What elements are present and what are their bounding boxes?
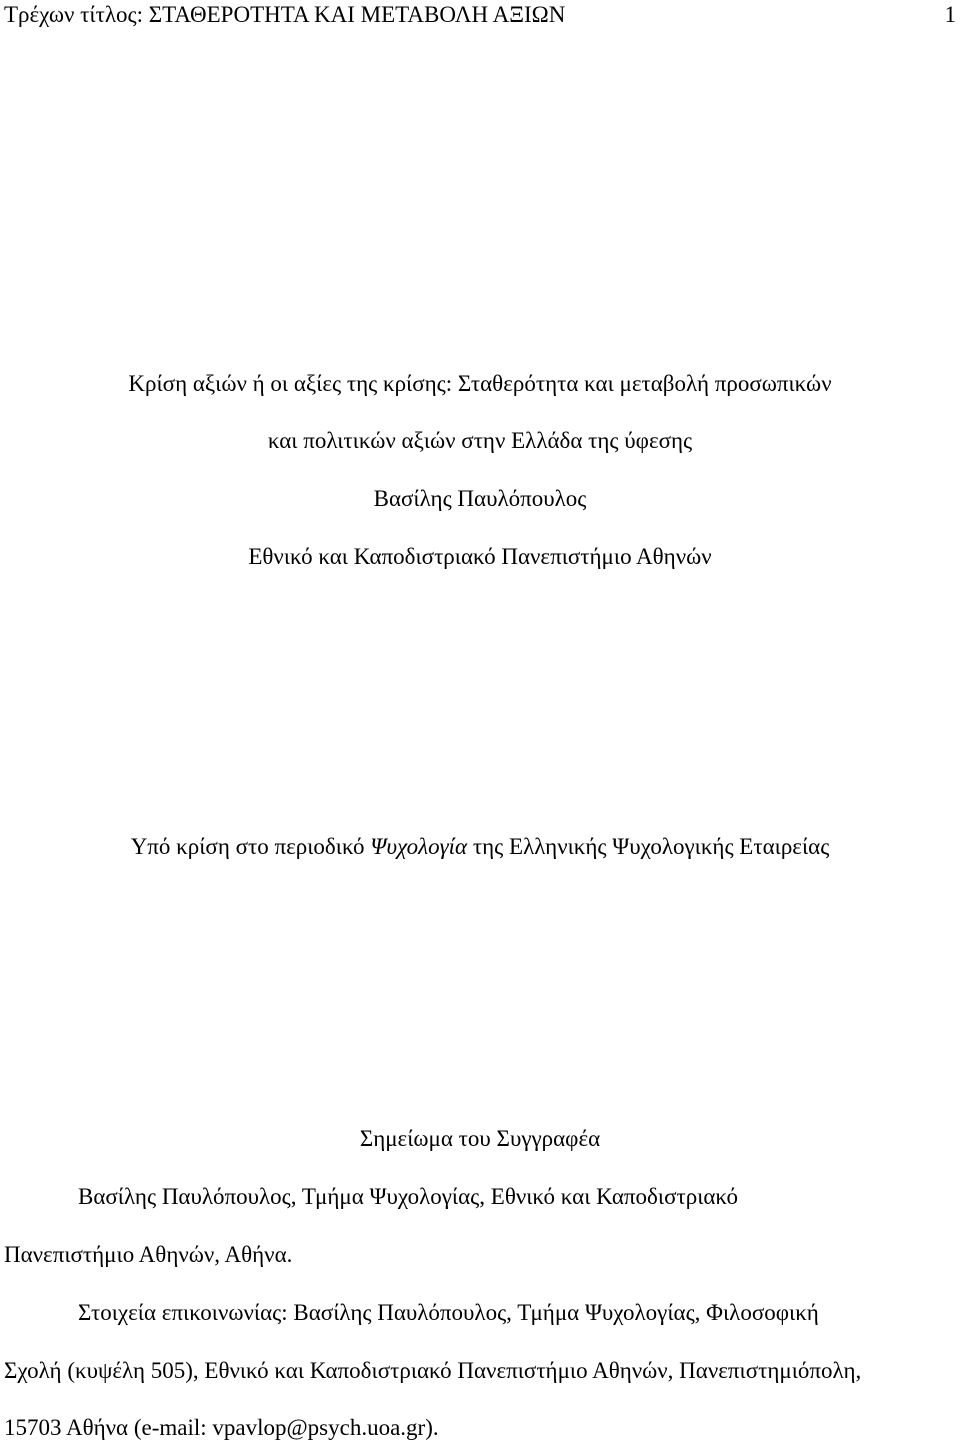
author-note-heading: Σημείωμα του Συγγραφέα	[359, 1126, 601, 1151]
running-header	[4, 1, 956, 29]
author-note-para2-line2: Σχολή (κυψέλη 505), Εθνικό και Καποδιστριακό Πανεπιστήμιο Αθηνών, Πανεπιστημιόπολη,	[4, 1358, 862, 1383]
author-affiliation: Εθνικό και Καποδιστριακό Πανεπιστήμιο Αθηνών	[248, 544, 712, 569]
paper-title-line-1: Κρίση αξιών ή οι αξίες της κρίσης: Σταθερότητα και μεταβολή προσωπικών	[128, 371, 832, 396]
author-note-para2-line1: Στοιχεία επικοινωνίας: Βασίλης Παυλόπουλος, Τμήμα Ψυχολογίας, Φιλοσοφική	[78, 1300, 819, 1325]
author-note-para1-line2: Πανεπιστήμιο Αθηνών, Αθήνα.	[4, 1242, 293, 1267]
submission-note	[0, 833, 960, 861]
author-note-para1-line1: Βασίλης Παυλόπουλος, Τμήμα Ψυχολογίας, Εθνικό και Καποδιστριακό	[78, 1184, 739, 1209]
running-head-title: Τρέχων τίτλος: ΣΤΑΘΕΡΟΤΗΤΑ ΚΑΙ ΜΕΤΑΒΟΛΗ ΑΞΙΩΝ	[4, 2, 566, 27]
paper-title-line-2: και πολιτικών αξιών στην Ελλάδα της ύφεσης	[267, 428, 693, 453]
submission-prefix: Υπό κρίση στο περιοδικό	[130, 834, 371, 859]
author-note-para2-line3: 15703 Αθήνα (e-mail: vpavlop@psych.uoa.gr).	[4, 1415, 439, 1440]
page-number: 1	[944, 2, 956, 27]
submission-suffix: της Ελληνικής Ψυχολογικής Εταιρείας	[467, 834, 830, 859]
author-name: Βασίλης Παυλόπουλος	[373, 486, 587, 511]
journal-name: Ψυχολογία	[370, 834, 468, 859]
